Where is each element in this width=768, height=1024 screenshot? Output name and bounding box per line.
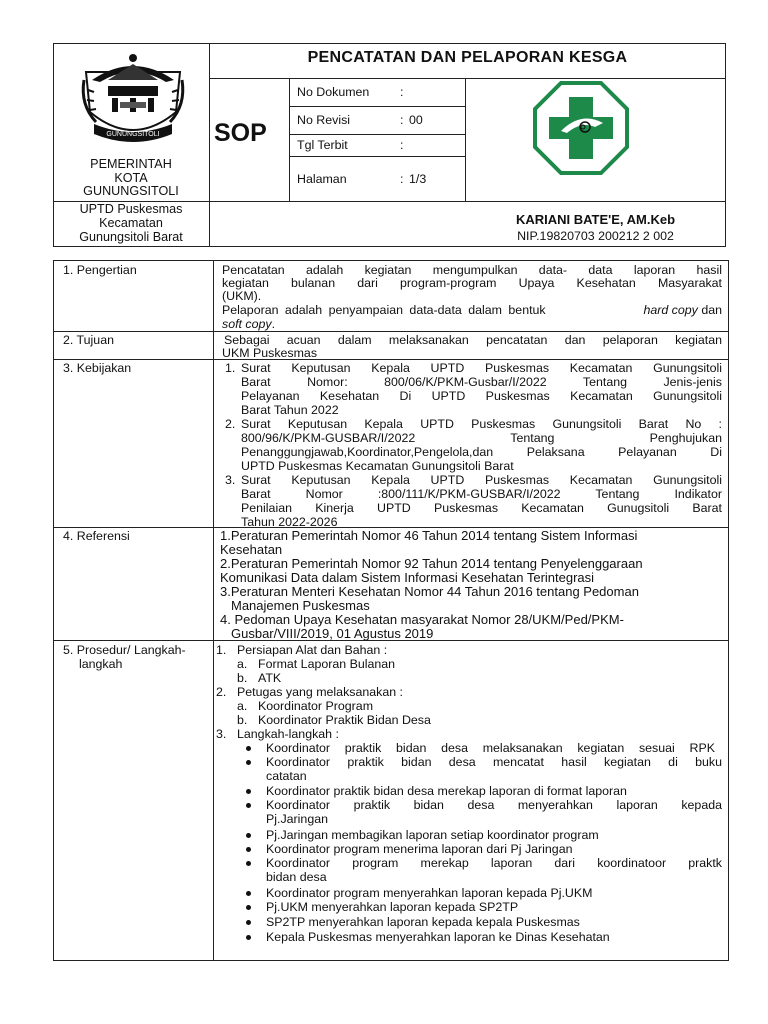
- doc-label: No Dokumen: [297, 85, 370, 99]
- sub-text: Koordinator Praktik Bidan Desa: [258, 713, 431, 727]
- sop-label: SOP: [214, 119, 267, 147]
- bullet-line: Koordinator program menyerahkan laporan kepada Pj.UKM: [266, 886, 593, 900]
- bullet-icon: [246, 861, 251, 866]
- uptd-line: Kecamatan: [99, 215, 163, 230]
- bullet-line: bidan desa: [266, 870, 327, 884]
- referensi-line: 4. Pedoman Upaya Kesehatan masyarakat Nomor 28/UKM/Ped/PKM-: [220, 612, 624, 627]
- bullet-icon: [246, 803, 251, 808]
- step-text: Persiapan Alat dan Bahan :: [237, 643, 388, 657]
- gov-line: KOTA: [114, 170, 148, 185]
- bullet-line: Koordinator praktik bidan desa menyerahkan laporan kepada: [266, 798, 722, 812]
- pengertian-term: [643, 303, 722, 317]
- bullet-line: Koordinator program menerima laporan dari Pj Jaringan: [266, 842, 573, 856]
- signer-nip: NIP.19820703 200212 2 002: [517, 229, 674, 243]
- referensi-line: 1.Peraturan Pemerintah Nomor 46 Tahun 2014 tentang Sistem Informasi: [220, 528, 638, 543]
- kebijakan-number: 2.: [225, 417, 236, 431]
- pengertian-text: dan: [701, 303, 722, 317]
- seal-banner-text: GUNUNGSITOLI: [106, 131, 160, 138]
- bullet-icon: [246, 905, 251, 910]
- bullet-line: Koordinator program merekap laporan dari koordinatoor praktk: [266, 856, 722, 870]
- bullet-icon: [246, 746, 251, 751]
- bullet-line: catatan: [266, 769, 307, 783]
- pengertian-text: Pelaporan adalah penyampaian data-data dalam bentuk: [222, 303, 546, 317]
- bullet-line: Pj.Jaringan membagikan laporan setiap koordinator program: [266, 828, 599, 842]
- step-text: Petugas yang melaksanakan :: [237, 685, 404, 699]
- kebijakan-line: Penanggungjawab,Koordinator,Pengelola,dan Pelaksana Pelayanan Di: [241, 445, 722, 459]
- pengertian-line: (UKM).: [222, 289, 262, 303]
- kebijakan-line: Surat Keputusan Kepala UPTD Puskesmas Kecamatan Gunungsitoli: [241, 361, 722, 375]
- kebijakan-line: Surat Keputusan Kepala UPTD Puskesmas Kecamatan Gunungsitoli: [241, 473, 722, 487]
- signer-name: KARIANI BATE'E, AM.Keb: [515, 212, 676, 227]
- referensi-line: Gusbar/VIII/2019, 01 Agustus 2019: [231, 626, 434, 641]
- bullet-icon: [246, 891, 251, 896]
- page-title: PENCATATAN DAN PELAPORAN KESGA: [307, 49, 628, 66]
- gunungsitoli-seal-logo: [78, 50, 188, 150]
- pengertian-line: [222, 303, 722, 317]
- step-text: Langkah-langkah :: [237, 727, 339, 741]
- sub-text: Format Laporan Bulanan: [258, 657, 396, 671]
- bullet-icon: [246, 847, 251, 852]
- doc-sep: :: [400, 172, 404, 186]
- tujuan-line: UKM Puskesmas: [222, 346, 318, 360]
- referensi-line: 3.Peraturan Menteri Kesehatan Nomor 44 Tahun 2016 tentang Pedoman: [220, 584, 639, 599]
- kebijakan-line: 800/96/K/PKM-GUSBAR/I/2022 Tentang Penghujukan: [241, 431, 722, 445]
- uptd-name: [53, 203, 209, 244]
- kebijakan-line: Barat Tahun 2022: [241, 403, 339, 417]
- step-number: 3.: [216, 727, 227, 741]
- bullet-icon: [246, 920, 251, 925]
- gov-line: PEMERINTAH: [90, 157, 172, 171]
- sub-key: b.: [237, 671, 248, 685]
- kebijakan-number: 3.: [225, 473, 236, 487]
- kebijakan-line: Barat Nomor :800/111/K/PKM-GUSBAR/I/2022 Tentang Indikator: [241, 487, 722, 501]
- bullet-line: Koordinator praktik bidan desa merekap laporan di format laporan: [266, 784, 627, 798]
- section-label-referensi: 4. Referensi: [63, 529, 130, 543]
- doc-sep: :: [400, 113, 404, 127]
- sub-text: Koordinator Program: [258, 699, 374, 713]
- kebijakan-line: Tahun 2022-2026: [241, 515, 338, 529]
- bullet-icon: [246, 935, 251, 940]
- pengertian-italic: hard copy: [643, 303, 698, 317]
- gov-name: [53, 158, 209, 199]
- section-label-prosedur: 5. Prosedur/ Langkah-: [63, 643, 186, 657]
- sub-text: ATK: [258, 671, 282, 685]
- doc-label: Halaman: [297, 172, 347, 186]
- kebijakan-line: Barat Nomor: 800/06/K/PKM-Gusbar/I/2022 Tentang Jenis-jenis: [241, 375, 722, 389]
- sub-key: a.: [237, 699, 248, 713]
- pengertian-text: .: [271, 317, 276, 331]
- step-number: 1.: [216, 643, 227, 657]
- section-label-tujuan: 2. Tujuan: [63, 333, 114, 347]
- pengertian-line: kegiatan bulanan dari program-program Upaya Kesehatan Masyarakat: [222, 276, 722, 290]
- kebijakan-line: Surat Keputusan Kepala UPTD Puskesmas Gunungsitoli Barat No :: [241, 417, 722, 431]
- doc-sep: :: [400, 138, 404, 152]
- doc-label: Tgl Terbit: [297, 138, 348, 152]
- section-label-prosedur: langkah: [79, 657, 123, 671]
- gov-line: GUNUNGSITOLI: [83, 184, 179, 199]
- bullet-line: Pj.UKM menyerahkan laporan kepada SP2TP: [266, 900, 519, 914]
- uptd-line: UPTD Puskesmas: [79, 202, 183, 216]
- doc-label: No Revisi: [297, 113, 351, 127]
- sub-key: b.: [237, 713, 248, 727]
- doc-value: 1/3: [409, 172, 427, 186]
- kebijakan-number: 1.: [225, 361, 236, 375]
- sub-key: a.: [237, 657, 248, 671]
- bullet-icon: [246, 760, 251, 765]
- kebijakan-line: Penilaian Kinerja UPTD Puskesmas Kecamatan Gunugsitoli Barat: [241, 501, 722, 515]
- section-label-pengertian: 1. Pengertian: [63, 263, 137, 277]
- puskesmas-logo: [533, 81, 629, 175]
- referensi-line: Komunikasi Data dalam Sistem Informasi Kesehatan Terintegrasi: [220, 570, 595, 585]
- bullet-line: Koordinator praktik bidan desa mencatat hasil kegiatan di buku: [266, 755, 722, 769]
- uptd-line: Gunungsitoli Barat: [79, 229, 183, 244]
- bullet-line: SP2TP menyerahkan laporan kepada kepala Puskesmas: [266, 915, 580, 929]
- pengertian-line: Pencatatan adalah kegiatan mengumpulkan data- data laporan hasil: [222, 263, 722, 277]
- bullet-icon: [246, 833, 251, 838]
- kebijakan-line: UPTD Puskesmas Kecamatan Gunungsitoli Barat: [241, 459, 514, 473]
- referensi-line: 2.Peraturan Pemerintah Nomor 92 Tahun 2014 tentang Penyelenggaraan: [220, 556, 643, 571]
- doc-value: 00: [409, 113, 423, 127]
- section-label-kebijakan: 3. Kebijakan: [63, 361, 132, 375]
- referensi-line: Manajemen Puskesmas: [231, 598, 370, 613]
- step-number: 2.: [216, 685, 227, 699]
- bullet-line: Pj.Jaringan: [266, 812, 328, 826]
- referensi-line: Kesehatan: [220, 542, 283, 557]
- bullet-line: Koordinator praktik bidan desa melaksanakan kegiatan sesuai RPK: [266, 741, 715, 755]
- pengertian-italic: soft copy: [222, 317, 272, 331]
- bullet-icon: [246, 789, 251, 794]
- pengertian-line: [222, 317, 275, 331]
- kebijakan-line: Pelayanan Kesehatan Di UPTD Puskesmas Kecamatan Gunungsitoli: [241, 389, 722, 403]
- doc-sep: :: [400, 85, 404, 99]
- bullet-line: Kepala Puskesmas menyerahkan laporan ke Dinas Kesehatan: [266, 930, 610, 944]
- tujuan-line: Sebagai acuan dalam melaksanakan pencatatan dan pelaporan kegiatan: [224, 333, 722, 347]
